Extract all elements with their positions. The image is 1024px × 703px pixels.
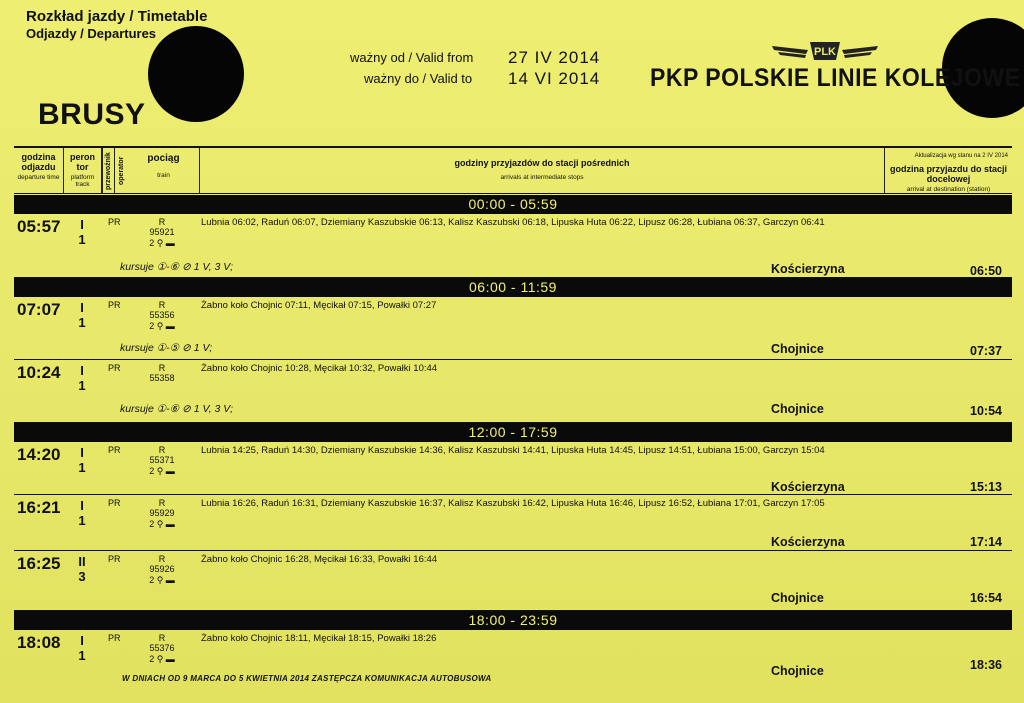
train-info: R 55356 2 ⚲ ▬ <box>142 300 182 331</box>
intermediate-stops: Żabno koło Chojnic 10:28, Męcikał 10:32, Powałki 10:44 <box>201 363 438 374</box>
departure-time: 14:20 <box>17 445 61 464</box>
arrival-time: 17:14 <box>970 535 1002 549</box>
operator: PR <box>108 363 121 373</box>
platform-track: I 1 <box>78 445 86 475</box>
operator-name: PKP POLSKIE LINIE KOLEJOWE <box>650 62 1021 92</box>
departure-time: 05:57 <box>17 217 61 236</box>
time-band: 06:00 - 11:59 <box>14 278 1012 297</box>
service-note: kursuje ①-⑥ ⊘ 1 V, 3 V; <box>120 261 234 273</box>
logo-text: PLK <box>814 46 836 58</box>
train-info: R 55358 <box>149 363 175 383</box>
time-band: 12:00 - 17:59 <box>14 423 1012 442</box>
platform-track: I 1 <box>78 633 86 663</box>
arrival-time: 06:50 <box>970 264 1002 278</box>
table-header <box>14 146 1012 194</box>
train-amenity-icons: 2 ⚲ ▬ <box>149 238 175 248</box>
col-carrier-pl: przewoźnik <box>102 148 114 194</box>
departure-time: 18:08 <box>17 633 61 652</box>
service-note: kursuje ①-⑤ ⊘ 1 V; <box>120 342 213 354</box>
destination: Kościerzyna <box>771 535 845 549</box>
arrival-time: 07:37 <box>970 344 1002 358</box>
valid-from-label: ważny od / Valid from <box>350 50 474 65</box>
service-note: kursuje ①-⑥ ⊘ 1 V, 3 V; <box>120 403 234 415</box>
train-amenity-icons: 2 ⚲ ▬ <box>149 519 175 529</box>
arrival-time: 18:36 <box>970 658 1002 672</box>
plk-logo-icon <box>770 36 880 66</box>
col-destination: Aktualizacja wg stanu na 2 IV 2014 godzina przyjazdu do stacji docelowej arrival at destination (station) <box>889 153 1008 193</box>
intermediate-stops: Żabno koło Chojnic 16:28, Męcikał 16:33, Powałki 16:44 <box>201 554 438 565</box>
col-platform: peron tor platform track <box>64 148 102 194</box>
departure-row <box>14 551 1012 611</box>
update-note: Aktualizacja wg stanu na 2 IV 2014 <box>914 153 1008 159</box>
operator: PR <box>108 498 121 508</box>
departure-row <box>14 297 1012 360</box>
timetable-title: Rozkład jazdy / Timetable <box>26 8 208 25</box>
destination: Chojnice <box>771 342 824 356</box>
train-info: R 95929 2 ⚲ ▬ <box>142 498 182 529</box>
valid-from-date: 27 IV 2014 <box>508 48 601 67</box>
departure-row <box>14 360 1012 423</box>
departure-row <box>14 214 1012 278</box>
platform-track: II 3 <box>78 554 86 584</box>
departure-row <box>14 442 1012 495</box>
intermediate-stops: Lubnia 14:25, Raduń 14:30, Dziemiany Kaszubskie 14:36, Kalisz Kaszubski 14:41, Lipuska Huta 14:45, Lipusz 14:51, Łubiana 15:00, Garczyn 15:04 <box>201 445 825 456</box>
destination: Kościerzyna <box>771 480 845 494</box>
departure-time: 07:07 <box>17 300 61 319</box>
destination: Chojnice <box>771 664 824 678</box>
destination: Kościerzyna <box>771 262 845 276</box>
arrival-time: 10:54 <box>970 404 1002 418</box>
col-train: pociąg train <box>128 148 200 194</box>
time-band: 00:00 - 05:59 <box>14 195 1012 214</box>
train-info: R 55376 2 ⚲ ▬ <box>142 633 182 664</box>
intermediate-stops: Żabno koło Chojnic 18:11, Męcikał 18:15, Powałki 18:26 <box>201 633 437 644</box>
platform-track: I 1 <box>78 217 86 247</box>
departures-table <box>14 146 1012 698</box>
platform-track: I 1 <box>78 498 86 528</box>
train-info: R 95926 2 ⚲ ▬ <box>142 554 182 585</box>
col-intermediate-stops: godziny przyjazdów do stacji pośrednich arrivals at intermediate stops <box>200 148 885 194</box>
valid-to-label: ważny do / Valid to <box>364 71 473 86</box>
punch-hole-left <box>148 26 244 122</box>
departure-time: 10:24 <box>17 363 61 382</box>
operator: PR <box>108 300 121 310</box>
departure-time: 16:21 <box>17 498 61 517</box>
operator: PR <box>108 633 121 643</box>
time-band: 18:00 - 23:59 <box>14 611 1012 630</box>
intermediate-stops: Lubnia 06:02, Raduń 06:07, Dziemiany Kaszubskie 06:13, Kalisz Kaszubski 06:18, Lipuska Huta 06:22, Lipusz 06:28, Łubiana 06:37, Garczyn 06:41 <box>201 217 825 228</box>
valid-to-date: 14 VI 2014 <box>508 69 601 88</box>
platform-track: I 1 <box>78 300 86 330</box>
intermediate-stops: Lubnia 16:26, Raduń 16:31, Dziemiany Kaszubskie 16:37, Kalisz Kaszubski 16:42, Lipuska Huta 16:46, Lipusz 16:52, Łubiana 17:01, Garczyn 17:05 <box>201 498 825 509</box>
departures-subtitle: Odjazdy / Departures <box>26 26 157 41</box>
train-amenity-icons: 2 ⚲ ▬ <box>149 575 175 585</box>
operator: PR <box>108 554 121 564</box>
destination: Chojnice <box>771 402 824 416</box>
operator: PR <box>108 445 121 455</box>
col-carrier-en: operator <box>114 148 128 194</box>
departure-time: 16:25 <box>17 554 61 573</box>
platform-track: I 1 <box>78 363 86 393</box>
arrival-time: 16:54 <box>970 591 1002 605</box>
departure-row <box>14 495 1012 551</box>
train-amenity-icons: 2 ⚲ ▬ <box>149 654 175 664</box>
footnote: W DNIACH OD 9 MARCA DO 5 KWIETNIA 2014 ZASTĘPCZA KOMUNIKACJA AUTOBUSOWA <box>122 674 492 683</box>
col-departure: godzina odjazdu departure time <box>14 148 64 194</box>
arrival-time: 15:13 <box>970 480 1002 494</box>
operator: PR <box>108 217 121 227</box>
station-name: BRUSY <box>38 98 146 131</box>
train-amenity-icons: 2 ⚲ ▬ <box>149 321 175 331</box>
intermediate-stops: Żabno koło Chojnic 07:11, Męcikał 07:15, Powałki 07:27 <box>201 300 437 311</box>
train-info: R 55371 2 ⚲ ▬ <box>142 445 182 476</box>
destination: Chojnice <box>771 591 824 605</box>
train-amenity-icons: 2 ⚲ ▬ <box>149 466 175 476</box>
train-info: R 95921 2 ⚲ ▬ <box>142 217 182 248</box>
